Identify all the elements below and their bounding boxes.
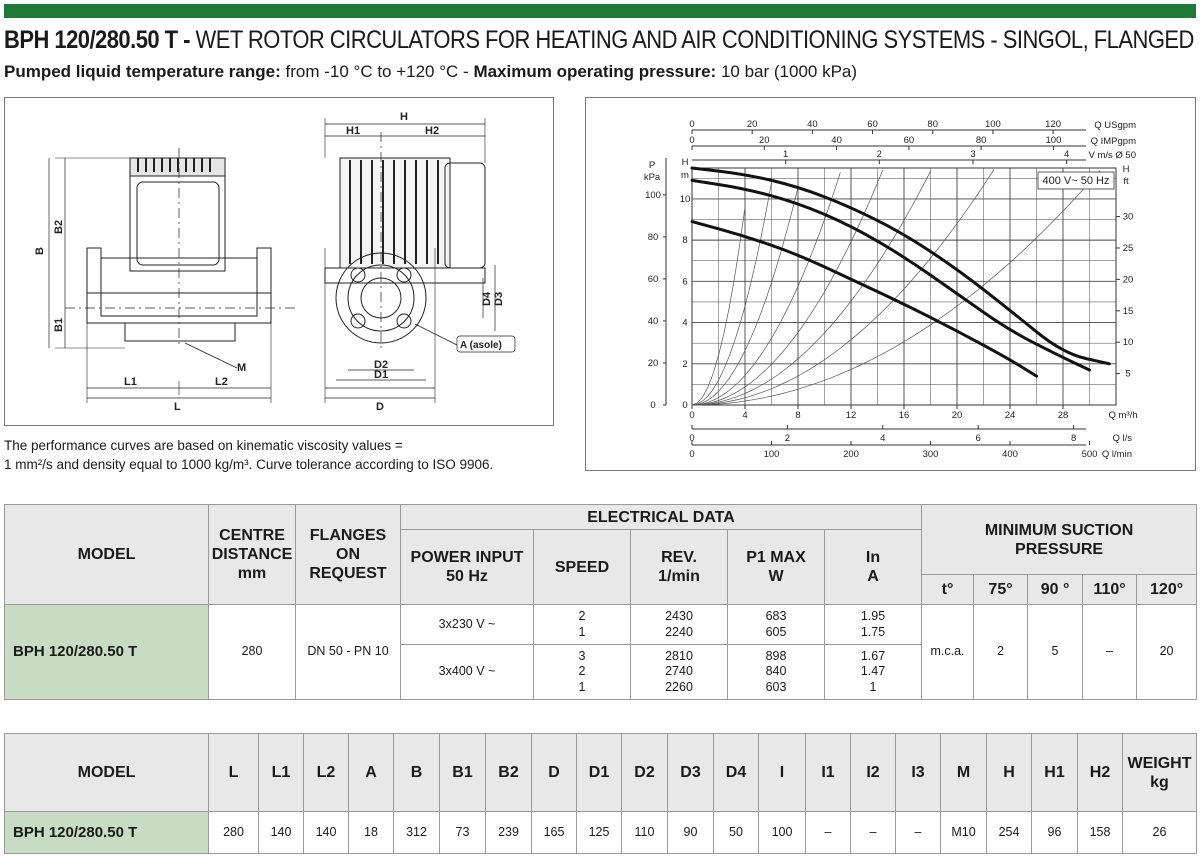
dims-cell-i: 100 [759, 812, 806, 854]
usgpm-axis-tick-label: 120 [1045, 119, 1062, 130]
dims-header-i1: I1 [806, 734, 851, 812]
dims-cell-a: 18 [349, 812, 394, 854]
chart-legend-text: 400 V~ 50 Hz [1042, 175, 1110, 187]
dims-cell-h: 254 [987, 812, 1032, 854]
ls-axis-tick-label: 4 [880, 433, 886, 444]
impgpm-axis-tick-label: 60 [903, 135, 915, 146]
speed-cell: 3 2 1 [534, 645, 631, 700]
system-curve [692, 170, 883, 405]
dims-header-i2: I2 [851, 734, 896, 812]
dims-header-h1: H1 [1032, 734, 1078, 812]
dim-label-h2: H2 [425, 125, 440, 137]
header-temp-90: 90 ° [1028, 575, 1083, 605]
suction-75-cell: 2 [974, 605, 1028, 700]
dim-label-d4: D4 [481, 291, 493, 306]
dims-header-b: B [394, 734, 440, 812]
velocity-axis-tick-label: 1 [783, 149, 789, 160]
impgpm-axis-tick-label: 80 [975, 135, 987, 146]
x-tick-label: 4 [742, 410, 748, 421]
ft-tick-label: 25 [1122, 242, 1134, 254]
header-in: In A [825, 530, 922, 605]
lmin-axis-tick-label: 200 [843, 449, 859, 460]
dim-label-d3: D3 [493, 291, 505, 306]
dim-label-a: A (asole) [460, 340, 502, 351]
header-rev: REV. 1/min [631, 530, 728, 605]
dims-cell-i1: – [806, 812, 851, 854]
dim-label-h1: H1 [346, 125, 361, 137]
impgpm-axis-label: Q IMPgpm [1090, 136, 1136, 147]
usgpm-axis-label: Q USgpm [1094, 120, 1136, 131]
ft-axis-label: H [1122, 164, 1130, 175]
dims-cell-b: 312 [394, 812, 440, 854]
kpa-tick-label: 20 [647, 357, 659, 369]
velocity-axis-tick-label: 3 [970, 149, 976, 160]
kpa-axis-unit: kPa [643, 172, 661, 183]
x-tick-label: 28 [1057, 410, 1069, 421]
x-tick-label: 0 [689, 410, 695, 421]
suction-90-cell: 5 [1028, 605, 1083, 700]
dims-header-l: L [209, 734, 259, 812]
front-view [325, 118, 515, 403]
y-axis-unit-m: m [681, 170, 689, 181]
dims-header-weight: WEIGHT kg [1123, 734, 1197, 812]
dims-cell-l1: 140 [259, 812, 304, 854]
ls-axis-tick-label: 8 [1070, 433, 1077, 444]
dims-cell-d1: 125 [577, 812, 622, 854]
y-axis-label-m: H [681, 157, 689, 168]
centre-distance-cell: 280 [209, 605, 296, 700]
header-temp-75: 75° [974, 575, 1028, 605]
impgpm-axis-tick-label: 40 [831, 135, 842, 146]
dim-label-b: B [34, 247, 46, 255]
header-temp-t: t° [922, 575, 974, 605]
pressure-label: Maximum operating pressure: [473, 62, 717, 81]
dims-cell-b1: 73 [440, 812, 486, 854]
dims-header-h2: H2 [1078, 734, 1123, 812]
x-tick-label: 12 [845, 410, 857, 421]
performance-note [4, 436, 564, 474]
header-p1-max: P1 MAX W [728, 530, 825, 605]
dimension-drawing [5, 98, 555, 427]
product-description: WET ROTOR CIRCULATORS FOR HEATING AND AIR CONDITIONING SYSTEMS - SINGOL, FLANGED [195, 26, 1194, 54]
dims-cell-h1: 96 [1032, 812, 1078, 854]
dims-header-model: MODEL [5, 734, 209, 812]
kpa-tick-label: 60 [647, 273, 659, 285]
rev-cell: 2810 2740 2260 [631, 645, 728, 700]
dims-cell-b2: 239 [486, 812, 532, 854]
dim-label-b1: B1 [53, 317, 65, 332]
usgpm-axis-tick-label: 100 [984, 119, 1001, 130]
ft-tick-label: 10 [1122, 337, 1134, 349]
lmin-axis-tick-label: 300 [922, 449, 939, 460]
header-flanges: FLANGES ON REQUEST [296, 505, 401, 605]
note-line-1: The performance curves are based on kinematic viscosity values = [4, 438, 403, 453]
pressure-value: 10 bar (1000 kPa) [720, 62, 858, 81]
dims-cell-l: 280 [209, 812, 259, 854]
y-tick-label-m: 4 [682, 317, 688, 329]
kpa-tick-label: 80 [647, 231, 659, 243]
dims-header-d2: D2 [622, 734, 668, 812]
kpa-tick-label: 0 [650, 400, 656, 411]
table-row [5, 605, 1197, 645]
system-curve [692, 170, 1100, 405]
dims-cell-d2: 110 [622, 812, 668, 854]
dims-header-d: D [532, 734, 577, 812]
lmin-axis-tick-label: 400 [1002, 449, 1018, 460]
ls-axis-tick-label: 0 [689, 433, 695, 444]
rev-cell: 2430 2240 [631, 605, 728, 645]
kpa-tick-label: 40 [647, 315, 659, 327]
dimensions-table [4, 733, 1197, 854]
dims-header-i: I [759, 734, 806, 812]
dims-header-m: M [941, 734, 987, 812]
in-cell: 1.95 1.75 [825, 605, 922, 645]
model-code: BPH 120/280.50 T - [4, 26, 190, 54]
x-axis-label: Q m³/h [1108, 410, 1138, 421]
header-min-suction: MINIMUM SUCTION PRESSURE [922, 505, 1197, 575]
model-cell: BPH 120/280.50 T [5, 605, 209, 700]
dims-cell-weight: 26 [1123, 812, 1197, 854]
chart-legend [1038, 172, 1114, 189]
dim-label-d: D [376, 401, 384, 413]
x-tick-label: 24 [1004, 410, 1016, 421]
dims-header-a: A [349, 734, 394, 812]
usgpm-axis-tick-label: 80 [927, 119, 939, 130]
ft-tick-label: 15 [1122, 305, 1134, 317]
y-tick-label-m: 6 [682, 276, 688, 288]
y-tick-label-m: 2 [682, 358, 688, 370]
page-title [4, 26, 1194, 55]
usgpm-axis-tick-label: 0 [689, 119, 695, 130]
table-row [5, 812, 1197, 854]
suction-unit-cell: m.c.a. [922, 605, 974, 700]
p1-cell: 898 840 603 [728, 645, 825, 700]
flanges-cell: DN 50 - PN 10 [296, 605, 401, 700]
dims-cell-i2: – [851, 812, 896, 854]
dims-header-l2: L2 [304, 734, 349, 812]
lmin-axis-label: Q l/min [1101, 449, 1132, 460]
dim-label-d2: D2 [374, 359, 389, 371]
page-subtitle [4, 62, 857, 82]
dims-cell-l2: 140 [304, 812, 349, 854]
range-label: Pumped liquid temperature range: [4, 62, 281, 81]
dim-label-l1: L1 [124, 376, 137, 388]
dims-header-row [5, 734, 1197, 812]
y-tick-label-m: 8 [682, 235, 688, 247]
speed-cell: 2 1 [534, 605, 631, 645]
p1-cell: 683 605 [728, 605, 825, 645]
dims-header-d3: D3 [668, 734, 714, 812]
dims-header-l1: L1 [259, 734, 304, 812]
dim-label-m: M [237, 362, 247, 374]
velocity-axis-tick-label: 2 [876, 149, 882, 160]
kpa-tick-label: 100 [645, 189, 661, 201]
ls-axis-tick-label: 2 [784, 433, 791, 444]
dims-header-b2: B2 [486, 734, 532, 812]
dim-label-l: L [174, 401, 181, 413]
x-tick-label: 8 [795, 410, 801, 421]
power-cell: 3x400 V ~ [401, 645, 534, 700]
dims-cell-m: M10 [941, 812, 987, 854]
header-speed: SPEED [534, 530, 631, 605]
in-cell: 1.67 1.47 1 [825, 645, 922, 700]
header-electrical-data: ELECTRICAL DATA [401, 505, 922, 530]
y-tick-label-m: 10 [679, 193, 691, 205]
x-tick-label: 16 [898, 410, 910, 421]
suction-120-cell: 20 [1137, 605, 1197, 700]
dim-label-l2: L2 [215, 376, 228, 388]
velocity-axis-tick-label: 4 [1063, 149, 1070, 160]
dims-cell-h2: 158 [1078, 812, 1123, 854]
header-temp-120: 120° [1137, 575, 1197, 605]
performance-chart [586, 98, 1197, 472]
dims-cell-d4: 50 [714, 812, 759, 854]
ls-axis-tick-label: 6 [975, 433, 981, 444]
ft-tick-label: 30 [1122, 211, 1134, 223]
dims-header-d4: D4 [714, 734, 759, 812]
ft-axis-unit: ft [1123, 176, 1129, 187]
lmin-axis-tick-label: 500 [1081, 449, 1098, 460]
impgpm-axis-tick-label: 100 [1045, 135, 1062, 146]
pump-curve-2 [692, 180, 1090, 370]
top-accent-bar [4, 4, 1196, 18]
x-tick-label: 20 [951, 410, 963, 421]
header-model: MODEL [5, 505, 209, 605]
lmin-axis-tick-label: 100 [763, 449, 780, 460]
usgpm-axis-tick-label: 20 [746, 119, 758, 130]
header-power-input: POWER INPUT 50 Hz [401, 530, 534, 605]
dims-cell-d3: 90 [668, 812, 714, 854]
dims-header-d1: D1 [577, 734, 622, 812]
header-temp-110: 110° [1083, 575, 1137, 605]
dim-label-h: H [400, 111, 408, 123]
performance-chart-panel [585, 97, 1196, 471]
ls-axis-label: Q l/s [1112, 433, 1132, 444]
side-view [49, 148, 295, 403]
dims-cell-model: BPH 120/280.50 T [5, 812, 209, 854]
ft-tick-label: 5 [1125, 368, 1131, 380]
dimension-drawing-panel [4, 97, 554, 426]
dim-label-d1: D1 [374, 369, 389, 381]
dims-cell-d: 165 [532, 812, 577, 854]
note-line-2: 1 mm²/s and density equal to 1000 kg/m³. Curve tolerance according to ISO 9906. [4, 457, 494, 472]
system-curve [692, 171, 931, 405]
dims-header-b1: B1 [440, 734, 486, 812]
dims-header-h: H [987, 734, 1032, 812]
kpa-axis-label: P [648, 160, 656, 171]
electrical-data-table [4, 504, 1197, 700]
suction-110-cell: – [1083, 605, 1137, 700]
ft-tick-label: 20 [1122, 274, 1134, 286]
lmin-axis-tick-label: 0 [689, 449, 695, 460]
power-cell: 3x230 V ~ [401, 605, 534, 645]
impgpm-axis-tick-label: 0 [689, 135, 695, 146]
range-value: from -10 °C to +120 °C - [285, 62, 469, 81]
impgpm-axis-tick-label: 20 [759, 135, 770, 146]
usgpm-axis-tick-label: 60 [867, 119, 878, 130]
usgpm-axis-tick-label: 40 [807, 119, 818, 130]
dims-cell-i3: – [896, 812, 941, 854]
dim-label-b2: B2 [53, 219, 65, 234]
velocity-axis-label: V m/s Ø 50 [1088, 150, 1136, 161]
y-tick-label-m: 0 [682, 400, 688, 411]
dims-header-i3: I3 [896, 734, 941, 812]
header-centre-distance: CENTRE DISTANCE mm [209, 505, 296, 605]
